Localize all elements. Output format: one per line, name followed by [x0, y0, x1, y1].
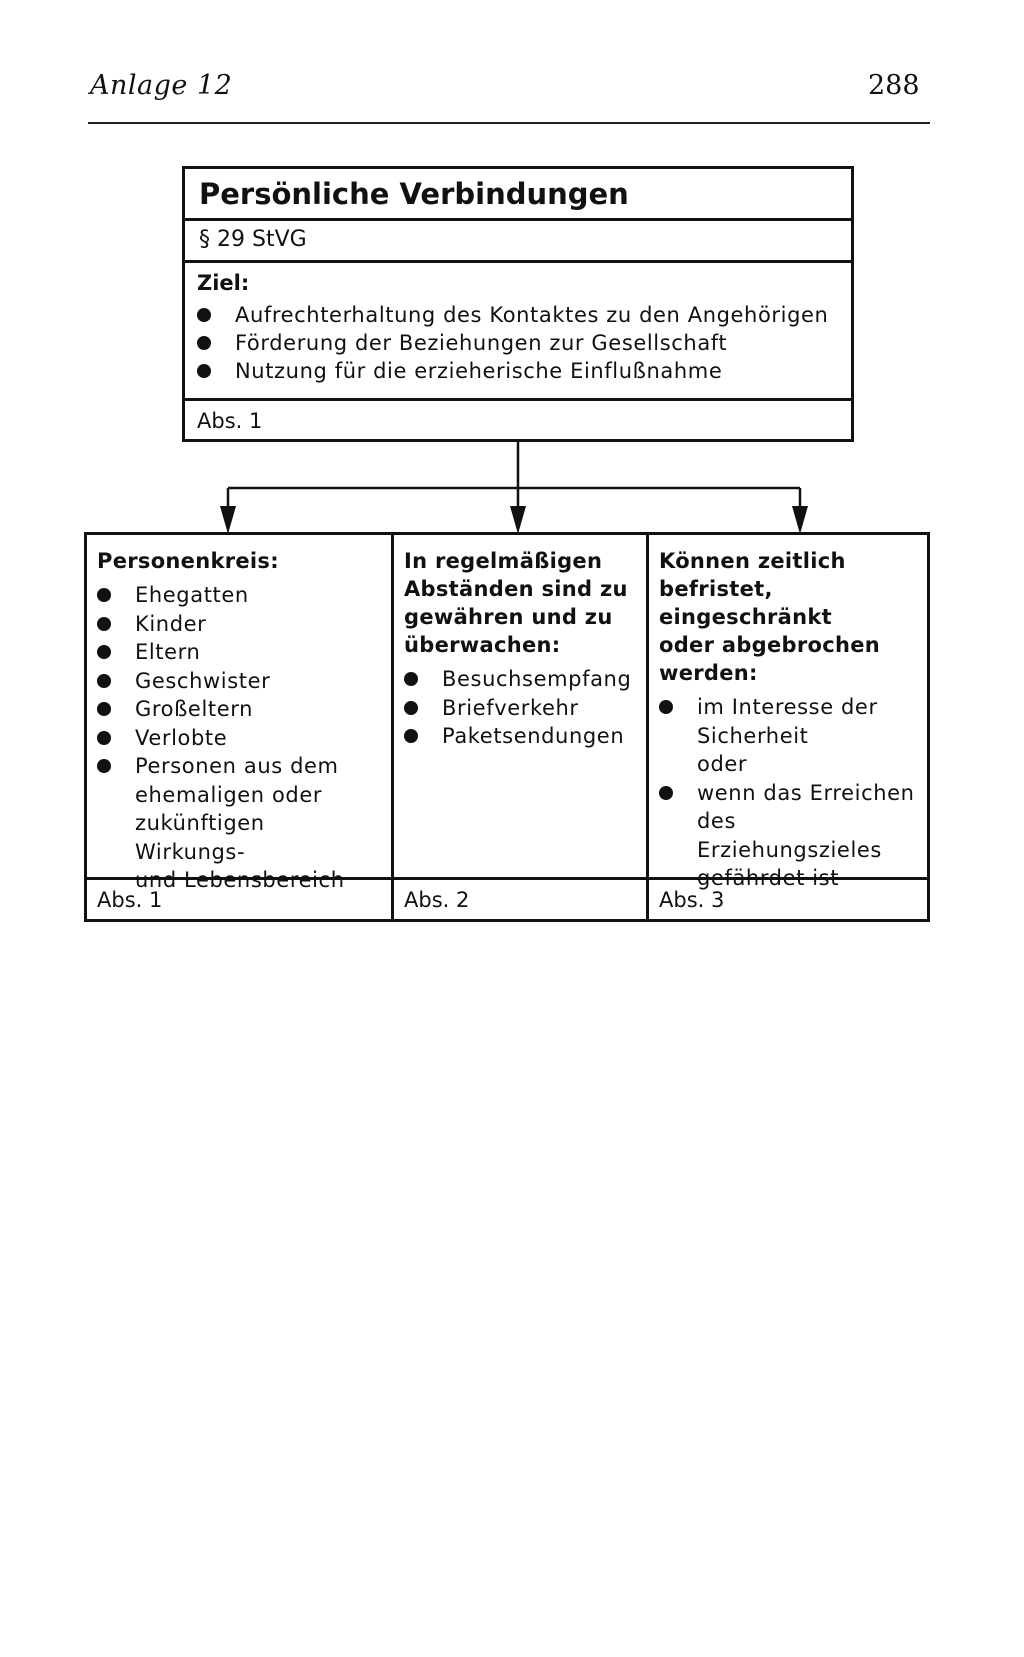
heading-line: gewähren und zu	[404, 605, 613, 629]
column-body	[394, 535, 646, 880]
goal-label: Ziel:	[197, 271, 250, 295]
column-heading	[659, 547, 917, 687]
line: ehemaligen oder	[135, 782, 323, 807]
heading-line: überwachen:	[404, 633, 561, 657]
goal-item: Förderung der Beziehungen zur Gesellschaft	[197, 329, 851, 357]
list-item	[97, 752, 381, 895]
list-item: Verlobte	[97, 724, 381, 753]
column-heading: Personenkreis:	[97, 549, 279, 573]
line: wenn das Erreichen	[697, 780, 915, 805]
column-regular-intervals	[391, 532, 649, 922]
column-reference: Abs. 1	[97, 888, 163, 912]
contact-type-list	[404, 665, 636, 751]
list-item	[659, 779, 917, 893]
column-personenkreis	[84, 532, 394, 922]
heading-line: Abständen sind zu	[404, 577, 628, 601]
top-box-law: § 29 StVG	[185, 221, 851, 263]
list-item: Paketsendungen	[404, 722, 636, 751]
line: gefährdet ist	[697, 866, 840, 890]
line: Sicherheit	[697, 723, 809, 748]
person-list	[97, 581, 381, 895]
heading-line: befristet,	[659, 577, 773, 601]
heading-line: Können zeitlich	[659, 549, 846, 573]
line: im Interesse der	[697, 695, 878, 719]
list-item: Kinder	[97, 610, 381, 639]
line: zukünftigen Wirkungs-	[135, 811, 265, 864]
heading-line: oder abgebrochen	[659, 633, 881, 657]
line: oder	[697, 752, 748, 776]
list-item: Geschwister	[97, 667, 381, 696]
column-body	[649, 535, 927, 890]
line: Personen aus dem	[135, 754, 339, 778]
top-box-title: Persönliche Verbindungen	[185, 169, 851, 221]
list-item: Besuchsempfang	[404, 665, 636, 694]
condition-list	[659, 693, 917, 893]
column-reference: Abs. 3	[659, 888, 725, 912]
connector-arrows	[0, 0, 1024, 540]
column-heading	[404, 547, 636, 659]
list-item: Eltern	[97, 638, 381, 667]
column-body	[87, 535, 391, 892]
column-restrictions	[646, 532, 930, 922]
top-box-reference: Abs. 1	[197, 409, 263, 433]
goal-item: Nutzung für die erzieherische Einflußnahme	[197, 357, 851, 385]
page-number: 288	[868, 70, 920, 101]
heading-line: werden:	[659, 661, 758, 685]
detail-columns	[84, 532, 930, 922]
line: und Lebensbereich	[135, 868, 345, 892]
list-item: Ehegatten	[97, 581, 381, 610]
list-item: Briefverkehr	[404, 694, 636, 723]
heading-line: In regelmäßigen	[404, 549, 603, 573]
list-item	[659, 693, 917, 779]
goal-item: Aufrechterhaltung des Kontaktes zu den Angehörigen	[197, 301, 851, 329]
line: des Erziehungszieles	[697, 809, 882, 862]
list-item: Großeltern	[97, 695, 381, 724]
heading-line: eingeschränkt	[659, 605, 832, 629]
column-reference: Abs. 2	[404, 888, 470, 912]
header-title: Anlage 12	[90, 70, 233, 101]
